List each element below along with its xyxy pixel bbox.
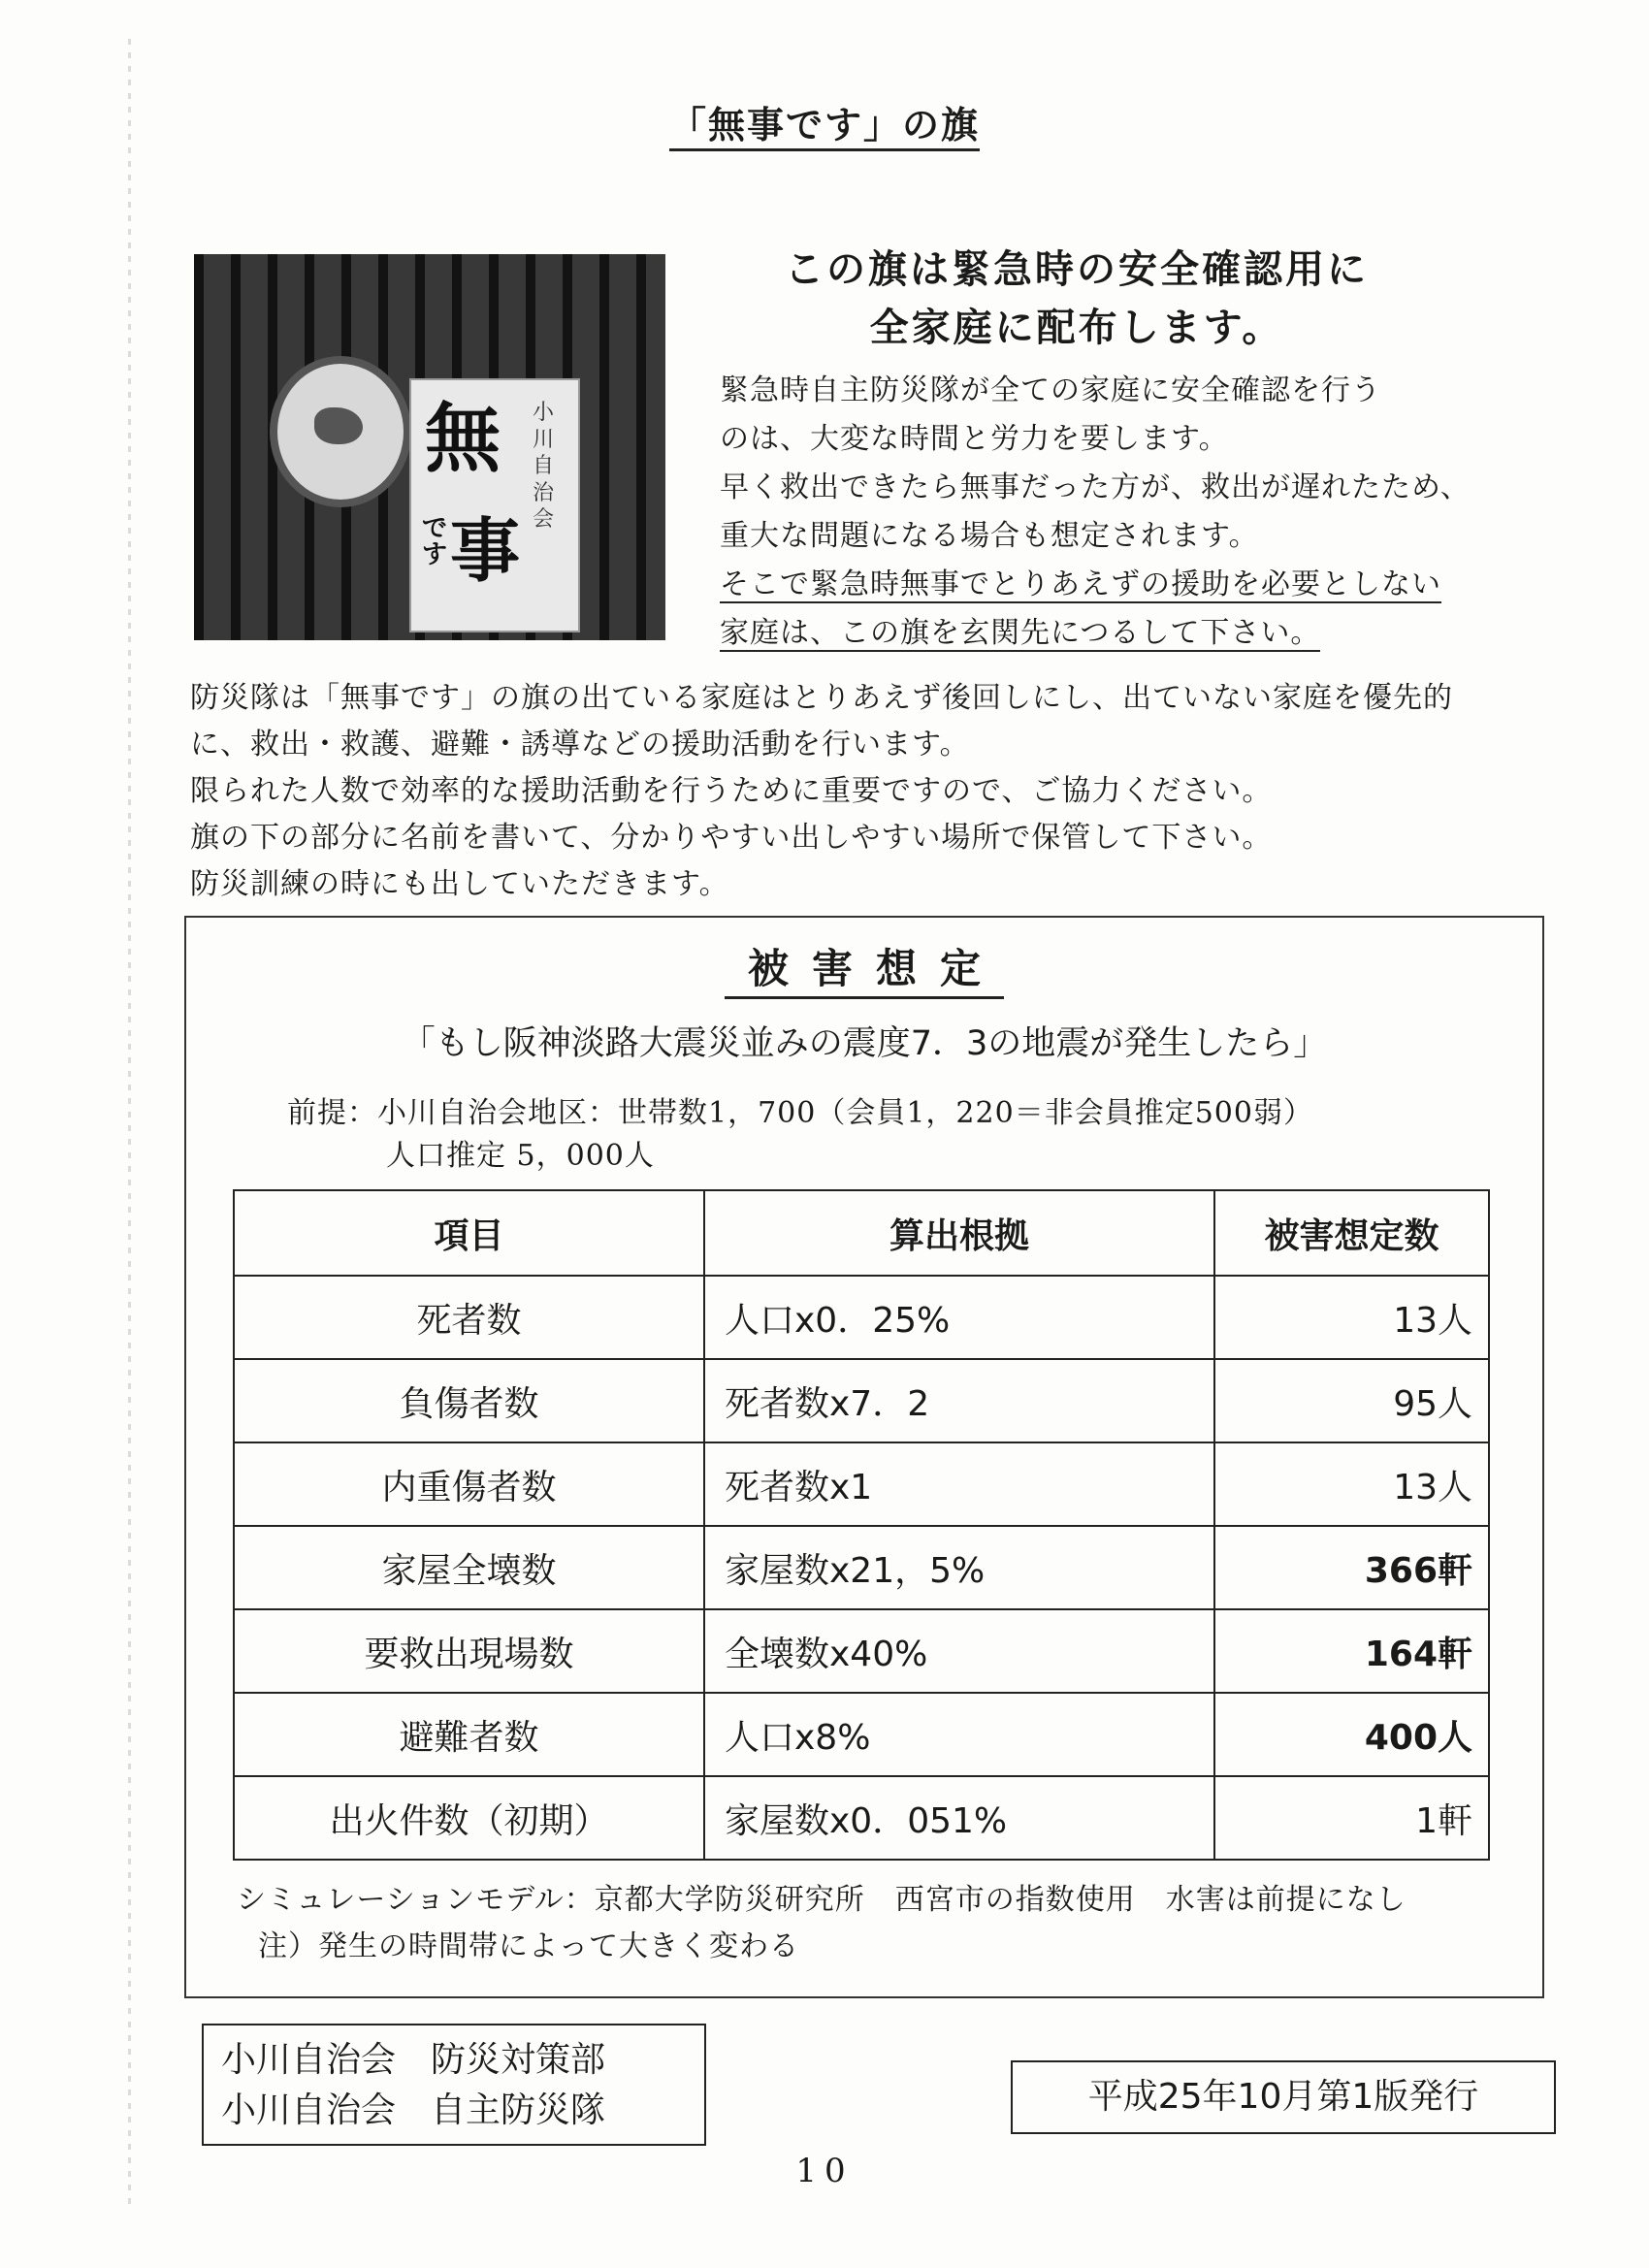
cell-count: 366軒 — [1214, 1526, 1489, 1609]
cell-basis: 家屋数x21，5% — [704, 1526, 1214, 1609]
headline-line-1: この旗は緊急時の安全確認用に — [785, 246, 1369, 292]
cell-count: 13人 — [1214, 1442, 1489, 1526]
header-item: 項目 — [234, 1190, 704, 1276]
headline — [718, 241, 1436, 357]
flag-vertical-text: 小川自治会 — [532, 401, 554, 532]
table-row — [234, 1442, 1489, 1526]
damage-title: 被害想定 — [184, 937, 1544, 995]
table-row — [234, 1609, 1489, 1693]
intro-line: 緊急時自主防災隊が全ての家庭に安全確認を行う — [720, 373, 1381, 407]
intro-text — [720, 367, 1515, 658]
cell-count: 13人 — [1214, 1276, 1489, 1359]
body-line: 旗の下の部分に名前を書いて、分かりやすい出しやすい場所で保管して下さい。 — [190, 821, 1273, 855]
cell-basis: 死者数x7．2 — [704, 1359, 1214, 1442]
header-basis: 算出根拠 — [704, 1190, 1214, 1276]
scenario-text: 「もし阪神淡路大震災並みの震度7．3の地震が発生したら」 — [401, 1024, 1328, 1063]
cell-item: 出火件数（初期） — [234, 1776, 704, 1860]
body-line: 防災訓練の時にも出していただきます。 — [190, 867, 729, 901]
cell-item: 内重傷者数 — [234, 1442, 704, 1526]
scan-edge-artifact — [128, 39, 131, 2212]
premise-line-1: 前提：小川自治会地区：世帯数1，700（会員1，220＝非会員推定500弱） — [287, 1096, 1313, 1130]
lantern-icon — [270, 356, 411, 507]
header-count: 被害想定数 — [1214, 1190, 1489, 1276]
cell-count: 1軒 — [1214, 1776, 1489, 1860]
simulation-note: シミュレーションモデル：京都大学防災研究所 西宮市の指数使用 水害は前提になし — [237, 1883, 1406, 1917]
org-line-2: 小川自治会 自主防災隊 — [221, 2090, 606, 2130]
body-text — [190, 675, 1529, 908]
intro-line-underlined: そこで緊急時無事でとりあえずの援助を必要としない — [720, 567, 1441, 601]
cell-item: 負傷者数 — [234, 1359, 704, 1442]
table-header-row — [234, 1190, 1489, 1276]
intro-line: 重大な問題になる場合も想定されます。 — [720, 519, 1259, 553]
headline-line-2: 全家庭に配布します。 — [869, 305, 1284, 350]
org-line-1: 小川自治会 防災対策部 — [221, 2040, 606, 2080]
intro-line-underlined: 家庭は、この旗を玄関先につるして下さい。 — [720, 616, 1321, 650]
cell-basis: 人口x8% — [704, 1693, 1214, 1776]
organization-box — [202, 2024, 706, 2146]
flag-photo — [194, 254, 665, 640]
body-line: 限られた人数で効率的な援助活動を行うために重要ですので、ご協力ください。 — [190, 774, 1273, 808]
flag-char-desu: です — [421, 514, 447, 570]
page-title: 「無事です」の旗 — [0, 95, 1649, 148]
cell-basis: 人口x0．25% — [704, 1276, 1214, 1359]
issue-date-box: 平成25年10月第1版発行 — [1011, 2060, 1556, 2134]
cell-item: 要救出現場数 — [234, 1609, 704, 1693]
table-row — [234, 1776, 1489, 1860]
flag-char-ji: 事 — [450, 509, 521, 592]
table-row — [234, 1693, 1489, 1776]
cell-basis: 家屋数x0．051% — [704, 1776, 1214, 1860]
table-row — [234, 1276, 1489, 1359]
cell-count: 95人 — [1214, 1359, 1489, 1442]
cell-item: 死者数 — [234, 1276, 704, 1359]
flag-char-mu: 無 — [425, 395, 501, 483]
damage-table — [233, 1189, 1490, 1861]
premise-line-2: 人口推定 5，000人 — [386, 1139, 655, 1173]
cell-item: 家屋全壊数 — [234, 1526, 704, 1609]
cell-count: 400人 — [1214, 1693, 1489, 1776]
intro-line: 早く救出できたら無事だった方が、救出が遅れたため、 — [720, 470, 1471, 504]
cell-item: 避難者数 — [234, 1693, 704, 1776]
timing-note: 注）発生の時間帯によって大きく変わる — [258, 1929, 799, 1963]
body-line: に、救出・救護、避難・誘導などの援助活動を行います。 — [190, 728, 970, 761]
body-line: 防災隊は「無事です」の旗の出ている家庭はとりあえず後回しにし、出ていない家庭を優先的 — [190, 681, 1453, 715]
table-row — [234, 1359, 1489, 1442]
cell-count: 164軒 — [1214, 1609, 1489, 1693]
cell-basis: 死者数x1 — [704, 1442, 1214, 1526]
table-row — [234, 1526, 1489, 1609]
intro-line: のは、大変な時間と労力を要します。 — [720, 422, 1229, 456]
page-number: 10 — [795, 2152, 854, 2190]
flag-banner — [409, 378, 580, 632]
cell-basis: 全壊数x40% — [704, 1609, 1214, 1693]
